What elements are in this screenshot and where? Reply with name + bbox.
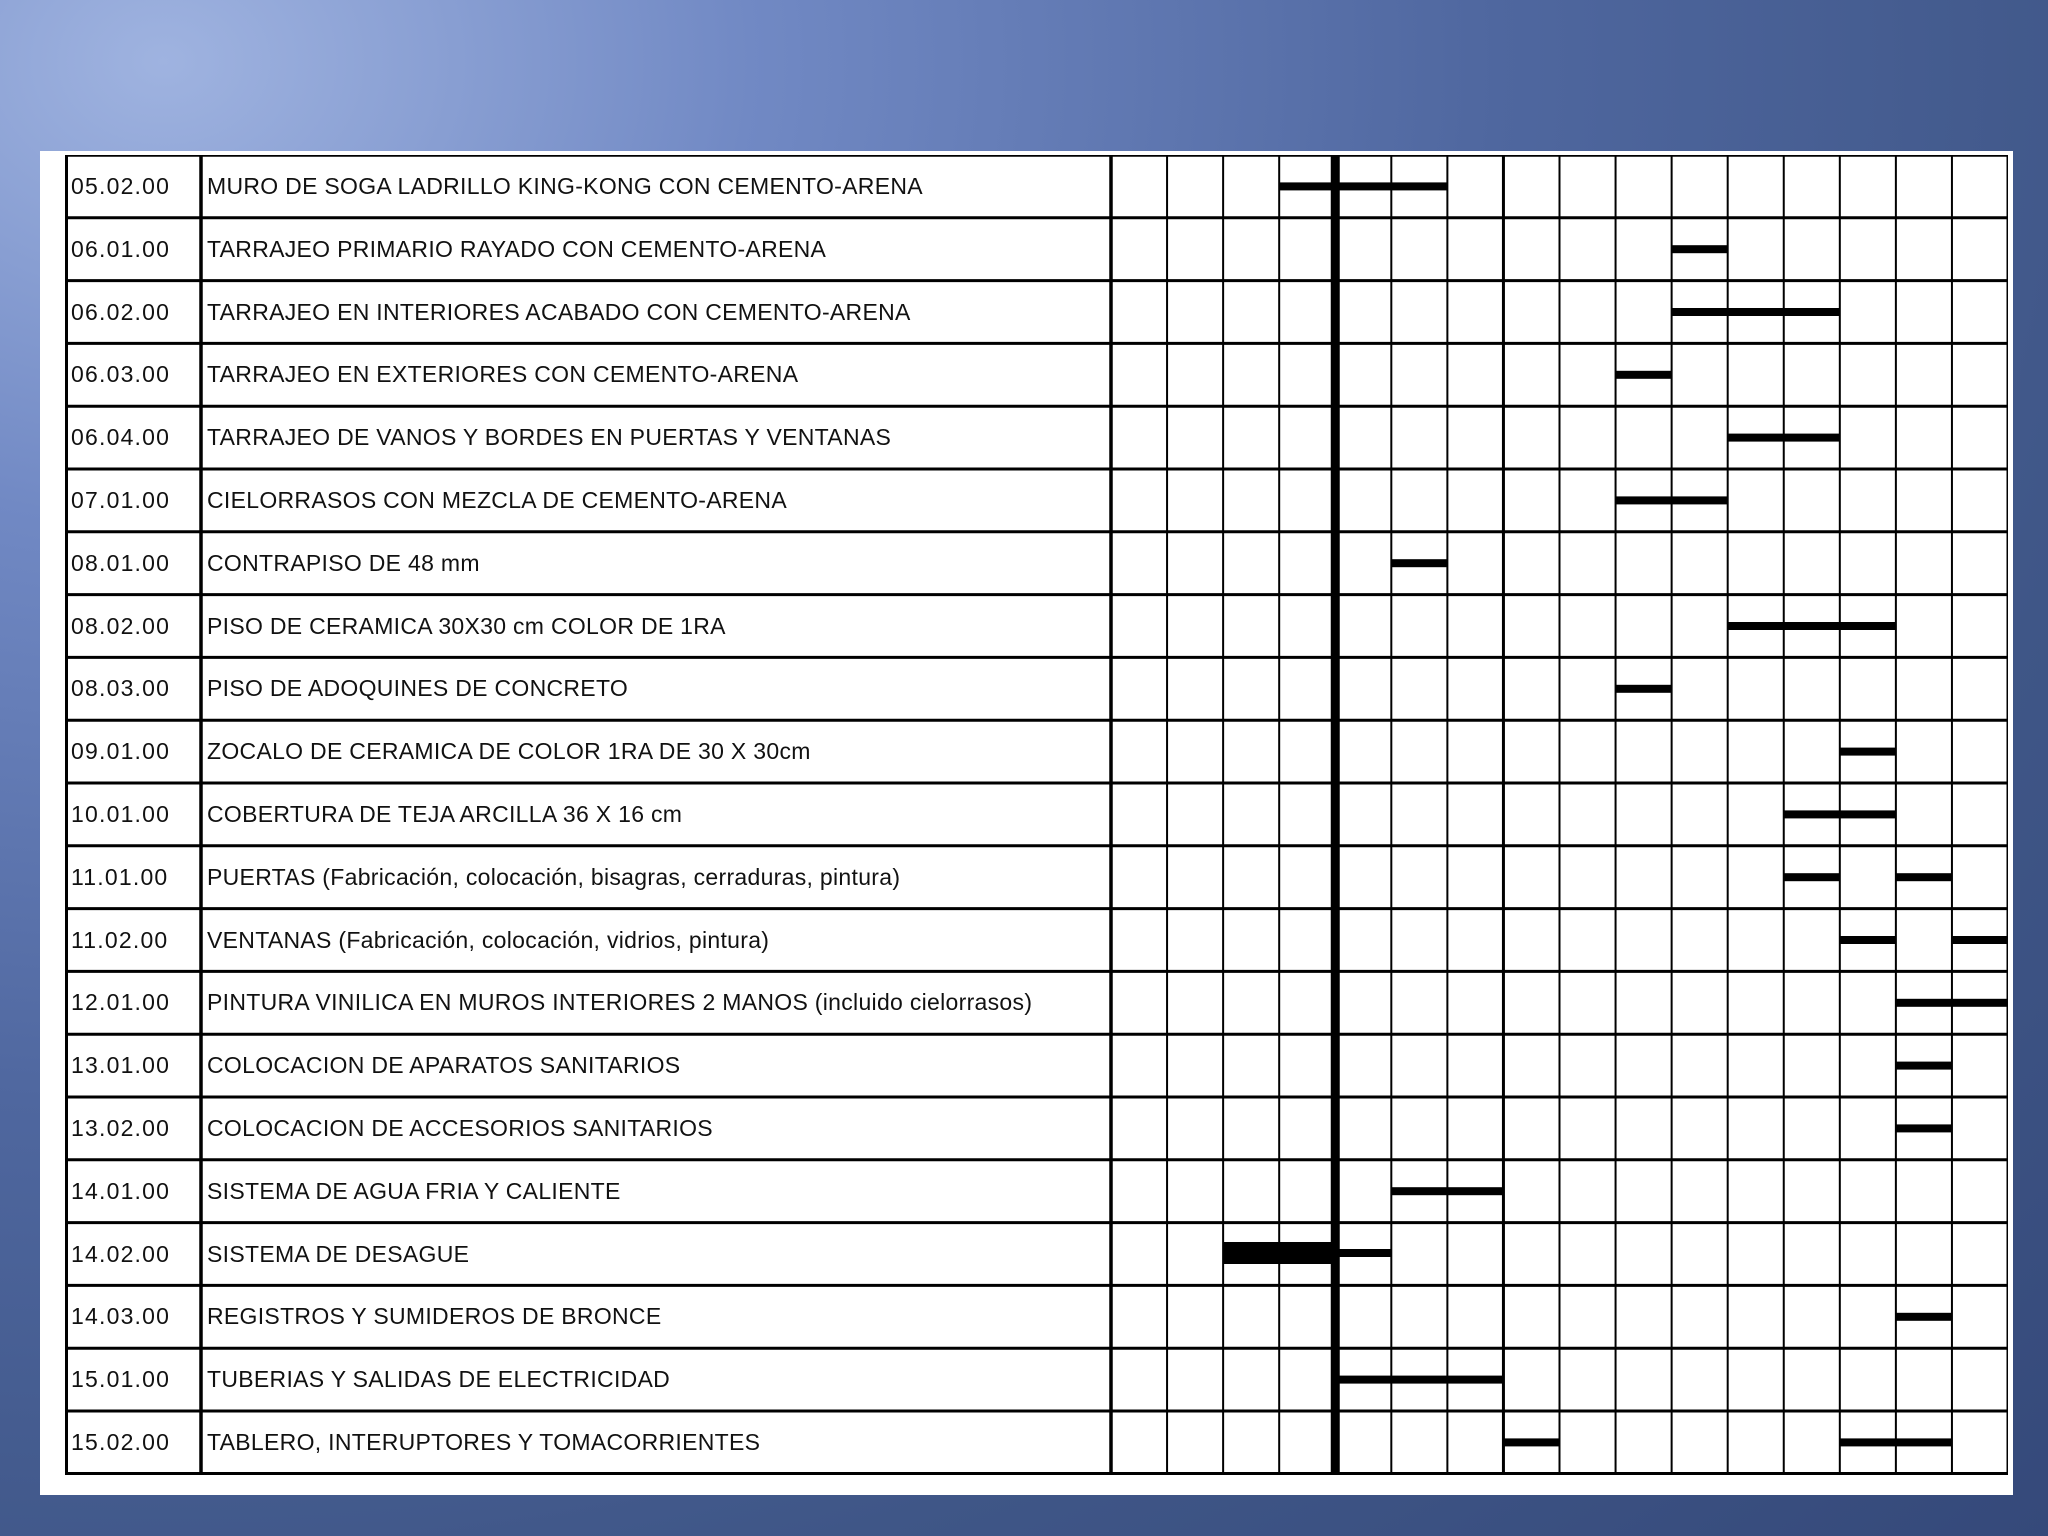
item-code: 06.01.00	[71, 235, 171, 262]
table-row	[65, 1285, 2008, 1347]
item-description: MURO DE SOGA LADRILLO KING-KONG CON CEMENTO-ARENA	[207, 173, 923, 199]
table-row	[65, 783, 2008, 845]
item-description: PINTURA VINILICA EN MUROS INTERIORES 2 MANOS (incluido cielorrasos)	[207, 989, 1033, 1016]
table-row	[65, 1097, 2008, 1159]
item-description: SISTEMA DE AGUA FRIA Y CALIENTE	[207, 1177, 621, 1204]
item-description: PUERTAS (Fabricación, colocación, bisagras, cerraduras, pintura)	[207, 863, 901, 890]
item-description: COLOCACION DE APARATOS SANITARIOS	[207, 1052, 681, 1079]
item-description: ZOCALO DE CERAMICA DE COLOR 1RA DE 30 X 30cm	[207, 738, 811, 765]
item-description: COBERTURA DE TEJA ARCILLA 36 X 16 cm	[207, 801, 683, 827]
item-code: 15.02.00	[71, 1429, 171, 1455]
item-code: 06.03.00	[71, 361, 171, 388]
table-row	[65, 218, 2008, 280]
item-description: PISO DE CERAMICA 30X30 cm COLOR DE 1RA	[207, 612, 726, 639]
item-description: TARRAJEO EN INTERIORES ACABADO CON CEMENTO-ARENA	[207, 298, 911, 325]
item-code: 06.04.00	[71, 424, 171, 451]
table-row	[65, 406, 2008, 468]
item-code: 11.02.00	[71, 926, 169, 953]
item-code: 07.01.00	[71, 487, 171, 513]
item-code: 12.01.00	[71, 989, 171, 1016]
item-code: 11.01.00	[71, 863, 169, 890]
item-code: 15.01.00	[71, 1366, 171, 1393]
item-description: TARRAJEO PRIMARIO RAYADO CON CEMENTO-ARENA	[207, 235, 827, 262]
table-row	[65, 343, 2008, 405]
item-description: REGISTROS Y SUMIDEROS DE BRONCE	[207, 1303, 662, 1330]
table-row	[65, 1348, 2008, 1410]
item-description: VENTANAS (Fabricación, colocación, vidrios, pintura)	[207, 926, 770, 953]
table-row	[65, 469, 2008, 531]
item-code: 14.01.00	[71, 1177, 171, 1204]
table-row	[65, 1034, 2008, 1096]
table-row	[65, 971, 2008, 1033]
item-code: 14.03.00	[71, 1303, 171, 1330]
table-row	[65, 846, 2008, 908]
item-code: 08.03.00	[71, 675, 171, 702]
table-row	[65, 1223, 2008, 1285]
gantt-schedule-table	[65, 155, 2008, 1475]
item-description: TUBERIAS Y SALIDAS DE ELECTRICIDAD	[207, 1366, 671, 1393]
item-code: 08.02.00	[71, 612, 171, 639]
table-row	[65, 155, 2008, 217]
table-row	[65, 281, 2008, 343]
item-description: PISO DE ADOQUINES DE CONCRETO	[207, 675, 629, 702]
table-row	[65, 1160, 2008, 1222]
item-description: TABLERO, INTERUPTORES Y TOMACORRIENTES	[207, 1429, 761, 1455]
table-row	[65, 909, 2008, 971]
table-row	[65, 595, 2008, 657]
table-row	[65, 720, 2008, 782]
item-code: 08.01.00	[71, 549, 171, 576]
item-code: 05.02.00	[71, 173, 171, 199]
item-description: CONTRAPISO DE 48 mm	[207, 549, 480, 576]
item-code: 13.02.00	[71, 1115, 171, 1141]
item-description: TARRAJEO EN EXTERIORES CON CEMENTO-ARENA	[207, 361, 799, 388]
item-code: 14.02.00	[71, 1240, 171, 1267]
item-description: TARRAJEO DE VANOS Y BORDES EN PUERTAS Y VENTANAS	[207, 424, 892, 451]
table-row	[65, 657, 2008, 719]
item-code: 13.01.00	[71, 1052, 171, 1079]
table-row	[65, 532, 2008, 594]
item-code: 09.01.00	[71, 738, 171, 765]
item-description: COLOCACION DE ACCESORIOS SANITARIOS	[207, 1115, 713, 1141]
item-code: 06.02.00	[71, 298, 171, 325]
table-row	[65, 1411, 2008, 1473]
item-description: CIELORRASOS CON MEZCLA DE CEMENTO-ARENA	[207, 487, 787, 513]
item-description: SISTEMA DE DESAGUE	[207, 1240, 470, 1267]
item-code: 10.01.00	[71, 801, 171, 827]
